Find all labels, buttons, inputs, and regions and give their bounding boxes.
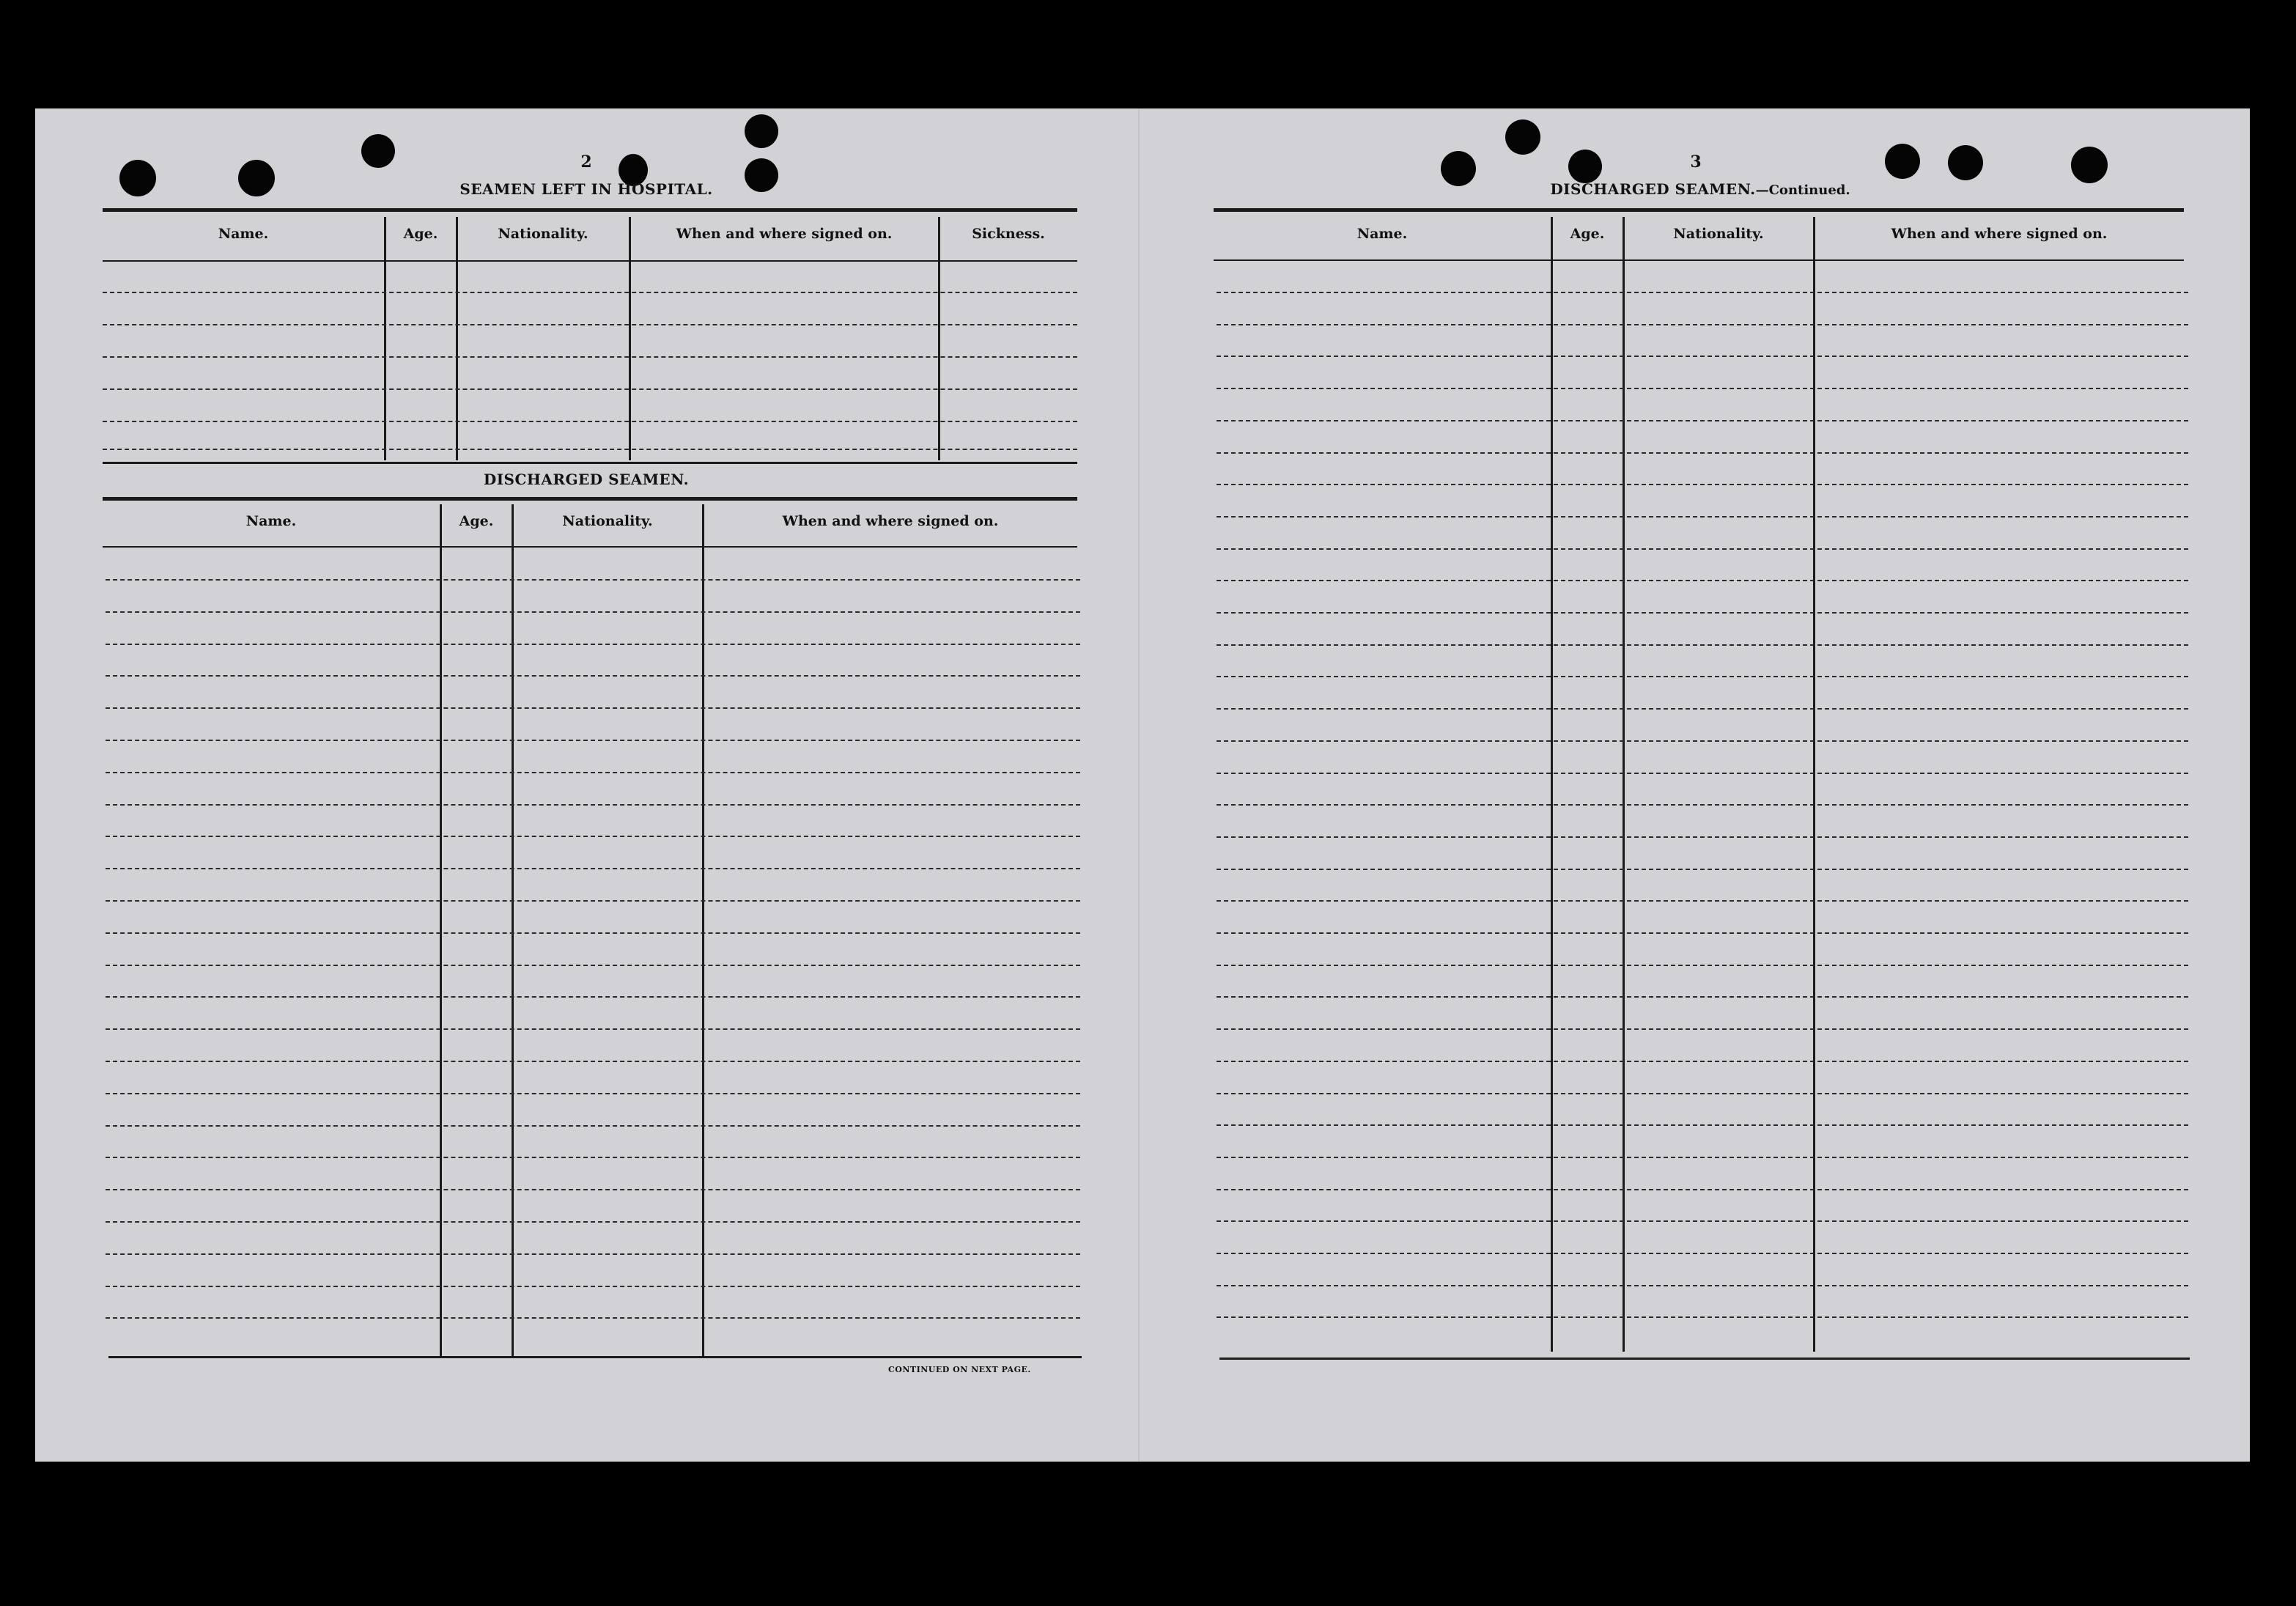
- punch-hole: [1505, 119, 1540, 155]
- ruled-line: [106, 1286, 1080, 1287]
- ruled-line: [106, 675, 1080, 677]
- ruled-line: [106, 868, 1080, 869]
- col-header-signed-on: When and where signed on.: [676, 226, 893, 242]
- page-fold: [1138, 108, 1140, 1462]
- col-divider: [440, 504, 442, 1356]
- ruled-line: [1217, 548, 2188, 550]
- col-header-nationality: Nationality.: [498, 226, 588, 242]
- ruled-line: [106, 1189, 1080, 1190]
- hospital-heading: SEAMEN LEFT IN HOSPITAL.: [459, 180, 713, 198]
- right-heading-continued: —Continued.: [1755, 183, 1850, 198]
- ruled-line: [1217, 484, 2188, 485]
- ruled-line: [1217, 869, 2188, 870]
- ruled-line: [1217, 1189, 2188, 1190]
- ruled-line: [1217, 836, 2188, 838]
- ruled-line: [103, 388, 1077, 390]
- ruled-line: [1217, 965, 2188, 966]
- col-divider: [938, 217, 940, 460]
- hospital-top-rule: [103, 208, 1077, 212]
- hospital-header-rule: [103, 260, 1077, 262]
- col-header-name: Name.: [1356, 226, 1408, 242]
- right-page-number: 3: [1690, 152, 1702, 172]
- ruled-line: [1217, 292, 2188, 293]
- ruled-line: [1217, 580, 2188, 581]
- ruled-line: [1217, 516, 2188, 517]
- col-divider: [384, 217, 386, 460]
- right-top-rule: [1214, 208, 2184, 212]
- ruled-line: [1217, 1061, 2188, 1062]
- ruled-line: [1217, 420, 2188, 421]
- col-divider: [456, 217, 458, 460]
- col-header-age: Age.: [459, 513, 494, 529]
- ruled-line: [103, 449, 1077, 450]
- col-divider: [512, 504, 514, 1356]
- discharged-header-rule: [103, 546, 1077, 548]
- ruled-line: [1217, 708, 2188, 710]
- ruled-line: [106, 1253, 1080, 1255]
- ruled-line: [103, 421, 1077, 422]
- ruled-line: [106, 740, 1080, 741]
- ruled-line: [1217, 740, 2188, 742]
- col-header-signed-on: When and where signed on.: [782, 513, 999, 529]
- ruled-line: [1217, 1124, 2188, 1126]
- ruled-line: [106, 836, 1080, 837]
- col-header-sickness: Sickness.: [972, 226, 1045, 242]
- ruled-line: [106, 1061, 1080, 1062]
- ruled-line: [1217, 1028, 2188, 1030]
- discharged-top-rule: [103, 497, 1077, 501]
- right-bottom-rule: [1219, 1358, 2190, 1360]
- ruled-line: [106, 1125, 1080, 1127]
- ruled-line: [103, 292, 1077, 293]
- paper-sheet: [35, 108, 2250, 1462]
- ruled-line: [1217, 932, 2188, 934]
- col-header-name: Name.: [218, 226, 269, 242]
- ruled-line: [1217, 1285, 2188, 1286]
- continued-footer: CONTINUED ON NEXT PAGE.: [888, 1365, 1031, 1374]
- punch-hole: [2071, 147, 2108, 183]
- discharged-heading: DISCHARGED SEAMEN.: [483, 471, 690, 488]
- ruled-line: [103, 324, 1077, 325]
- ruled-line: [106, 579, 1080, 581]
- right-header-rule: [1214, 259, 2184, 261]
- right-heading-main: DISCHARGED SEAMEN.: [1550, 180, 1756, 198]
- col-divider: [629, 217, 631, 460]
- ruled-line: [106, 611, 1080, 613]
- punch-hole: [1568, 150, 1602, 183]
- ruled-line: [1217, 1220, 2188, 1222]
- col-header-nationality: Nationality.: [562, 513, 653, 529]
- ruled-line: [1217, 452, 2188, 454]
- left-page-number: 2: [580, 152, 592, 172]
- col-header-signed-on: When and where signed on.: [1891, 226, 2108, 242]
- punch-hole: [1441, 151, 1476, 186]
- punch-hole: [1948, 145, 1983, 180]
- ruled-line: [106, 965, 1080, 966]
- ruled-line: [1217, 773, 2188, 774]
- col-header-nationality: Nationality.: [1673, 226, 1764, 242]
- col-header-age: Age.: [1570, 226, 1605, 242]
- ruled-line: [106, 1317, 1080, 1319]
- ruled-line: [106, 1157, 1080, 1158]
- ruled-line: [1217, 900, 2188, 902]
- ruled-line: [106, 644, 1080, 645]
- punch-hole: [361, 134, 395, 168]
- ruled-line: [106, 804, 1080, 806]
- ruled-line: [1217, 612, 2188, 614]
- ruled-line: [1217, 1253, 2188, 1254]
- punch-hole: [1885, 144, 1920, 179]
- hospital-bottom-rule: [103, 462, 1077, 464]
- ruled-line: [1217, 1316, 2188, 1318]
- ruled-line: [106, 932, 1080, 934]
- ruled-line: [106, 1093, 1080, 1094]
- discharged-bottom-rule: [108, 1356, 1082, 1358]
- ruled-line: [1217, 388, 2188, 389]
- ruled-line: [106, 1221, 1080, 1223]
- ruled-line: [106, 1028, 1080, 1030]
- ruled-line: [1217, 804, 2188, 806]
- ruled-line: [106, 707, 1080, 709]
- ruled-line: [1217, 324, 2188, 325]
- col-header-age: Age.: [403, 226, 438, 242]
- punch-hole: [745, 114, 778, 148]
- ruled-line: [1217, 1093, 2188, 1094]
- ruled-line: [106, 772, 1080, 773]
- right-heading: [1495, 180, 1905, 198]
- ruled-line: [1217, 1157, 2188, 1158]
- ruled-line: [103, 356, 1077, 358]
- ruled-line: [1217, 996, 2188, 998]
- col-header-name: Name.: [246, 513, 297, 529]
- ruled-line: [1217, 676, 2188, 677]
- ruled-line: [1217, 644, 2188, 646]
- ruled-line: [1217, 356, 2188, 357]
- punch-hole: [238, 160, 275, 196]
- punch-hole: [119, 160, 156, 196]
- ruled-line: [106, 900, 1080, 902]
- ruled-line: [106, 996, 1080, 998]
- col-divider: [702, 504, 704, 1356]
